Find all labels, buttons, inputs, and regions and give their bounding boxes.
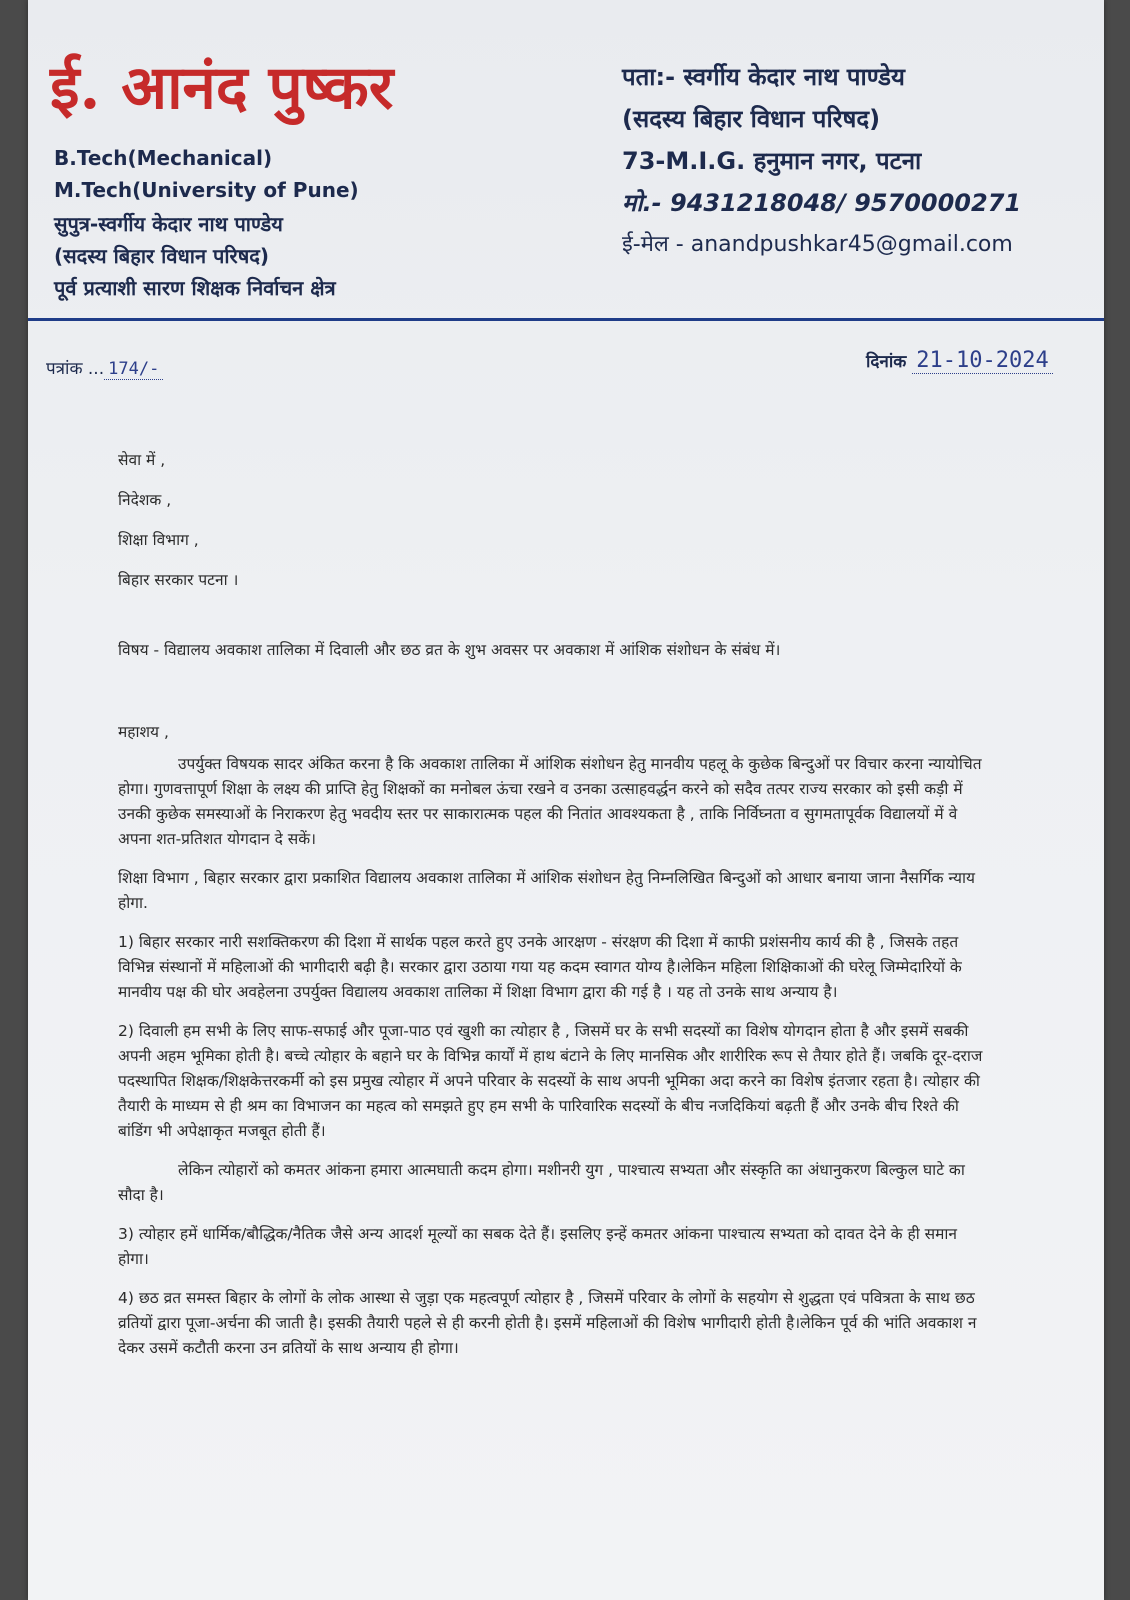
body-paragraph: 3) त्योहार हमें धार्मिक/बौद्धिक/नैतिक जैसे अन्य आदर्श मूल्यों का सबक देते हैं। इसलिए इन्हें कमतर आंकना पाश्चात्य सभ्यता को दावत देने के ही समान होगा। <box>118 1225 958 1268</box>
reference-label: पत्रांक ... <box>46 359 105 379</box>
degree-mtech: M.Tech(University of Pune) <box>54 178 359 202</box>
letter-body <box>118 752 988 1375</box>
address-line-3: 73-M.I.G. हनुमान नगर, पटना <box>622 147 922 175</box>
body-paragraph: 1) बिहार सरकार नारी सशक्तिकरण की दिशा में सार्थक पहल करते हुए उनके आरक्षण - संरक्षण की दिशा में काफी प्रशंसनीय कार्य की है , जिसके तहत विभिन्न संस्थानों में महिलाओं की भागीदारी बढ़ी है। सरकार द्वारा उठाया गया यह कदम स्वागत योग्य है।लेकिन महिला शिक्षिकाओं की घरेलू जिम्मेदारियों के मानवीय पक्ष की घोर अवहेलना उपर्युक्त विद्यालय अवकाश तालिका में शिक्षा विभाग द्वारा की गई है । यह तो उनके साथ अन्याय है। <box>118 933 962 1001</box>
header-divider <box>28 318 1104 321</box>
sender-name: ई. आनंद पुष्कर <box>50 53 394 123</box>
date-label: दिनांक <box>866 352 907 372</box>
subject-line: विषय - विद्यालय अवकाश तालिका में दिवाली और छठ व्रत के शुभ अवसर पर अवकाश में आंशिक संशोधन के संबंध में। <box>118 641 781 659</box>
letterhead <box>28 0 1104 330</box>
address-line-2: (सदस्य बिहार विधान परिषद) <box>622 105 881 133</box>
recipient-block <box>118 448 988 608</box>
letter-page <box>28 0 1104 1600</box>
recipient-line: शिक्षा विभाग , <box>118 531 199 549</box>
recipient-line: निदेशक , <box>118 491 172 509</box>
body-paragraph: उपर्युक्त विषयक सादर अंकित करना है कि अवकाश तालिका में आंशिक संशोधन हेतु मानवीय पहलू के कुछेक बिन्दुओं पर विचार करना न्यायोचित होगा। गुणवत्तापूर्ण शिक्षा के लक्ष्य की प्राप्ति हेतु शिक्षकों का मनोबल ऊंचा रखने व उनका उत्साहवर्द्धन करने को सदैव तत्पर राज्य सरकार को इसी कड़ी में उनकी कुछेक समस्याओं के निराकरण हेतु भवदीय स्तर पर साकारात्मक पहल की नितांत आवश्यकता है , ताकि निर्विघ्नता व सुगमतापूर्वक विद्यालयों में वे अपना शत-प्रतिशत योगदान दे सकें। <box>118 755 982 848</box>
former-candidate: पूर्व प्रत्याशी सारण शिक्षक निर्वाचन क्षेत्र <box>54 276 336 300</box>
parentage: सुपुत्र-स्वर्गीय केदार नाथ पाण्डेय <box>54 212 283 236</box>
recipient-line: बिहार सरकार पटना । <box>118 571 239 589</box>
salutation: महाशय , <box>118 723 169 741</box>
body-paragraph: 2) दिवाली हम सभी के लिए साफ-सफाई और पूजा-पाठ एवं खुशी का त्योहार है , जिसमें घर के सभी सदस्यों का विशेष योगदान होता है और इसमें सबकी अपनी अहम भूमिका होती है। बच्चे त्योहार के बहाने घर के विभिन्न कार्यों में हाथ बंटाने के लिए मानसिक और शारीरिक रूप से तैयार होते हैं। जबकि दूर-दराज पदस्थापित शिक्षक/शिक्षकेत्तरकर्मी को इस प्रमुख त्योहार में अपने परिवार के सदस्यों के साथ अपनी भूमिका अदा करने का विशेष इंतजार रहता है। त्योहार की तैयारी के माध्यम से ही श्रम का विभाजन का महत्व को समझते हुए हम सभी के पारिवारिक सदस्यों के बीच नजदिकियां बढ़ती हैं और उनके बीच रिश्ते की बांडिंग भी अपेक्षाकृत मजबूत होती हैं। <box>118 1022 983 1140</box>
body-paragraph: लेकिन त्योहारों को कमतर आंकना हमारा आत्मघाती कदम होगा। मशीनरी युग , पाश्चात्य सभ्यता और संस्कृति का अंधानुकरण बिल्कुल घाटे का सौदा है। <box>118 1161 965 1204</box>
email-address: ई-मेल - anandpushkar45@gmail.com <box>622 232 1013 257</box>
body-paragraph: 4) छठ व्रत समस्त बिहार के लोगों के लोक आस्था से जुड़ा एक महत्वपूर्ण त्योहार है , जिसमें परिवार के लोगों के सहयोग से शुद्धता एवं पवित्रता के साथ छठ व्रतियों द्वारा पूजा-अर्चना की जाती है। इसकी तैयारी पहले से ही करनी होती है। इसमें महिलाओं की विशेष भागीदारी होती है।लेकिन पूर्व की भांति अवकाश न देकर उसमें कटौती करना उन व्रतियों के साथ अन्याय ही होगा। <box>118 1289 977 1357</box>
sender-credentials <box>54 146 359 306</box>
recipient-line: सेवा में , <box>118 451 166 469</box>
sender-contact <box>622 60 1021 270</box>
reference-number <box>46 356 163 379</box>
council-membership: (सदस्य बिहार विधान परिषद) <box>54 244 270 268</box>
reference-value: 174/- <box>104 359 163 380</box>
body-paragraph: शिक्षा विभाग , बिहार सरकार द्वारा प्रकाशित विद्यालय अवकाश तालिका में आंशिक संशोधन हेतु निम्नलिखित बिन्दुओं को आधार बनाया जाना नैसर्गिक न्याय होगा. <box>118 869 975 912</box>
date-value: 21-10-2024 <box>912 348 1052 374</box>
mobile-numbers: मो.- 9431218048/ 9570000271 <box>622 189 1022 217</box>
degree-btech: B.Tech(Mechanical) <box>54 146 273 170</box>
address-line-1: पता:- स्वर्गीय केदार नाथ पाण्डेय <box>622 63 905 91</box>
letter-date <box>866 348 1053 373</box>
